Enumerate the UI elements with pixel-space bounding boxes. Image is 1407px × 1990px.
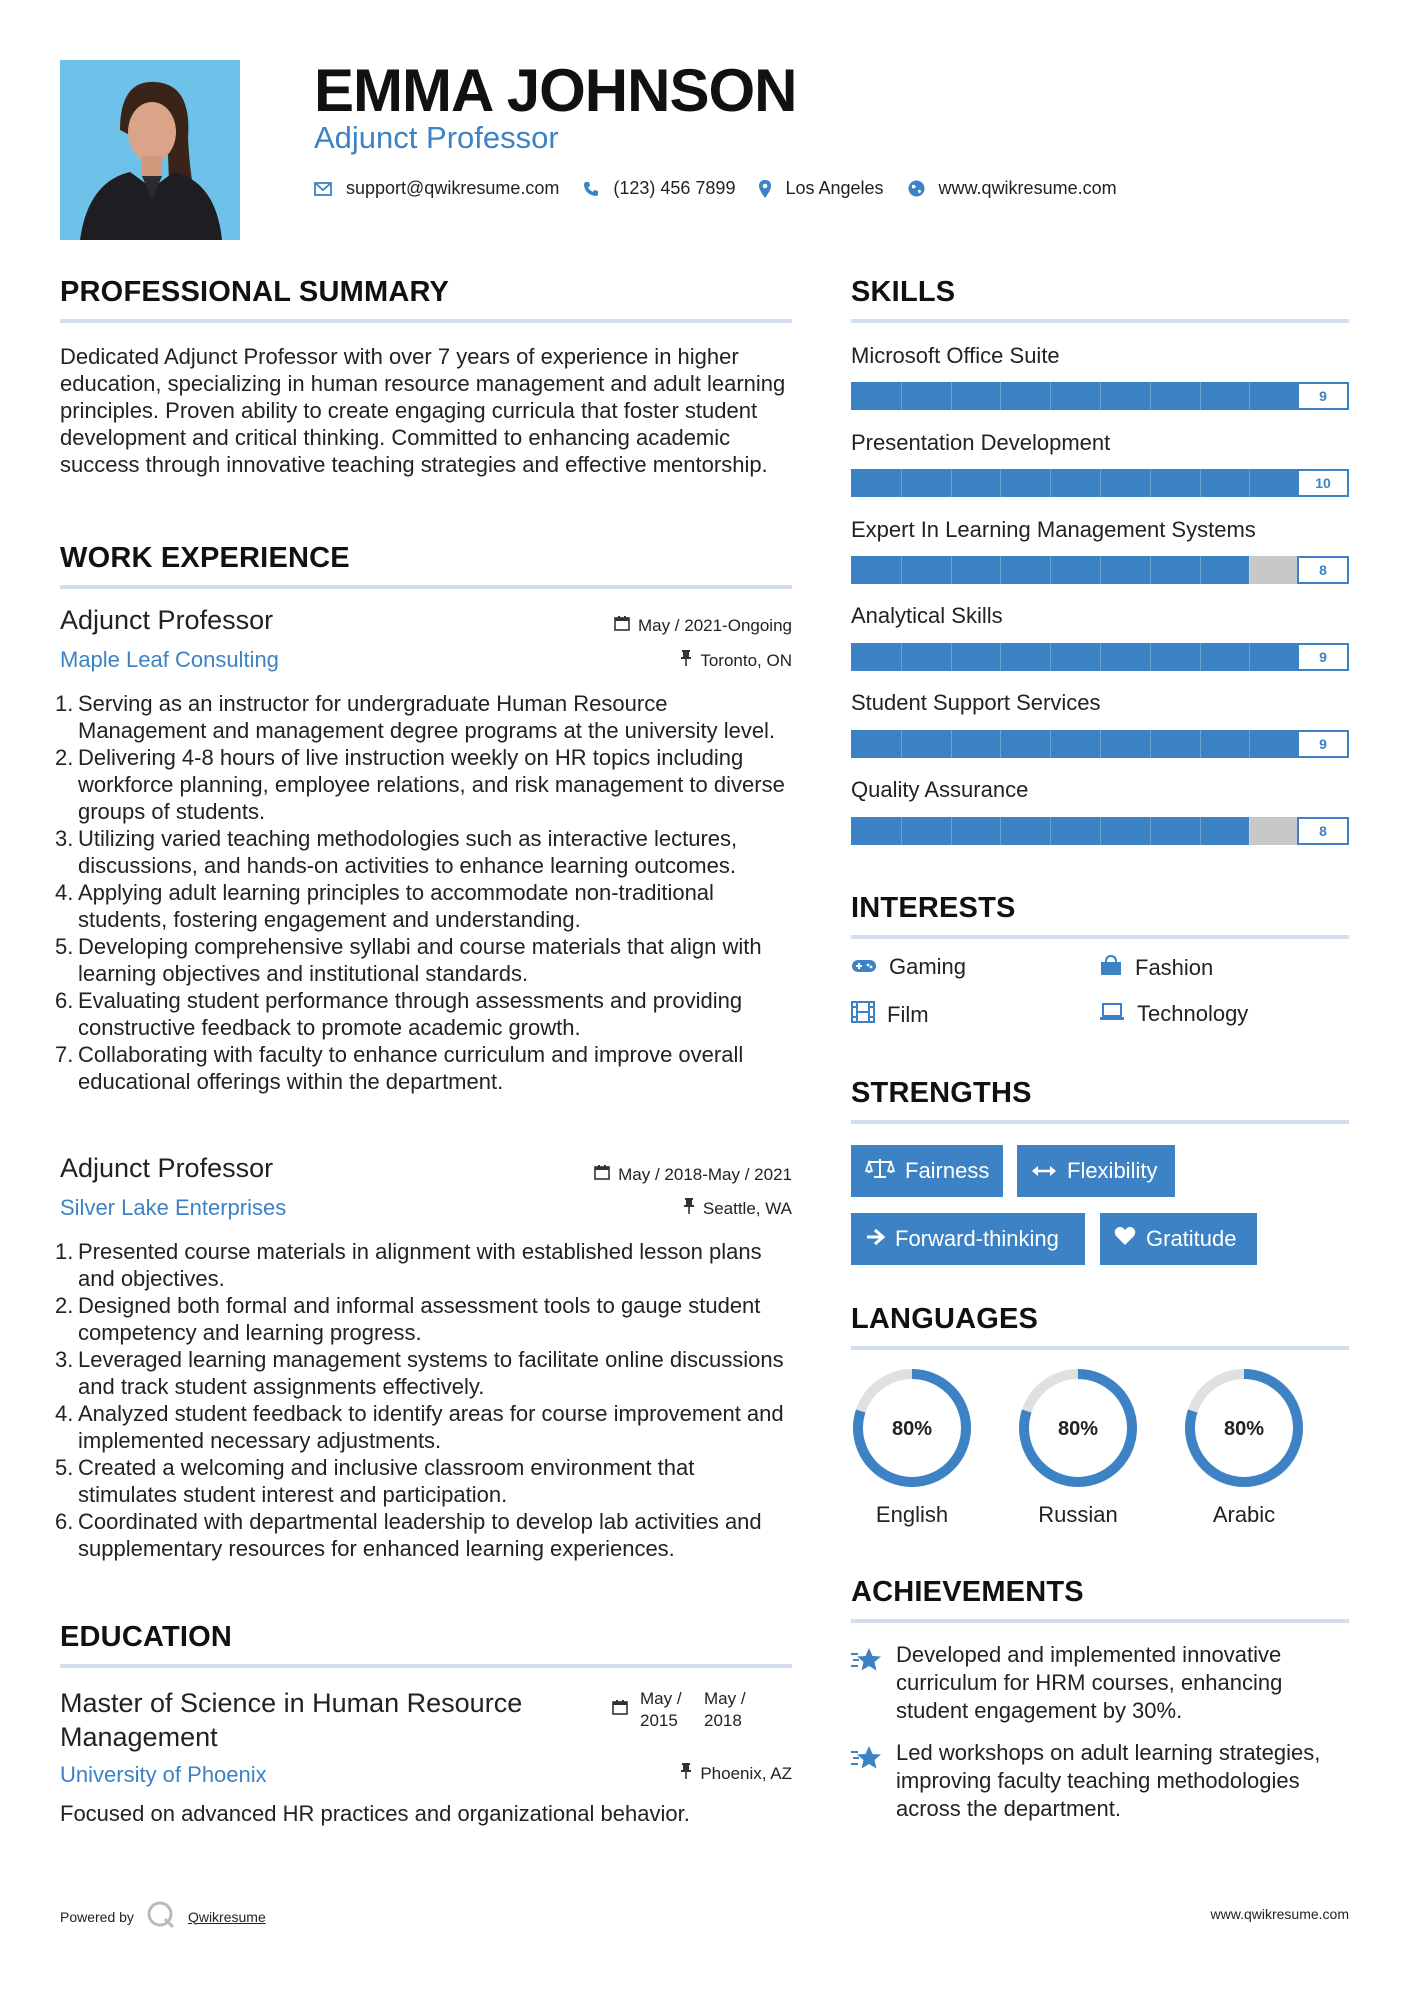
- skill-bar: [851, 643, 1349, 671]
- skill-label: Presentation Development: [851, 430, 1111, 455]
- achievement-text: Developed and implemented innovative curriculum for HRM courses, enhancing student engagement by 30%.: [896, 1642, 1283, 1723]
- skill-bar-tick: [1249, 469, 1250, 497]
- calendar-icon: [612, 1699, 628, 1721]
- job-location-text: Toronto, ON: [700, 650, 792, 670]
- list-item: 7. Collaborating with faculty to enhance curriculum and improve overall educational offerings within the department.: [55, 1042, 744, 1094]
- globe-icon: [908, 180, 925, 197]
- skill-bar-tick: [1150, 643, 1151, 671]
- strength-chip: [1017, 1145, 1175, 1197]
- skill-bar-tick: [1150, 817, 1151, 845]
- achievements-heading: ACHIEVEMENTS: [851, 1576, 1084, 1608]
- job-company: Maple Leaf Consulting: [60, 647, 279, 672]
- list-item: 2. Delivering 4-8 hours of live instruction weekly on HR topics including workforce planning, employee relations, and risk management to diverse groups of students.: [55, 745, 785, 824]
- list-item: 3. Leveraged learning management systems to facilitate online discussions and track student assignments effectively.: [55, 1347, 784, 1399]
- skill-bar-tick: [1000, 382, 1001, 410]
- strength-chip: [1100, 1213, 1257, 1265]
- language-label: English: [875, 1502, 949, 1527]
- skill-bar-tick: [901, 469, 902, 497]
- language-ring: [1016, 1366, 1140, 1490]
- list-item: 1. Presented course materials in alignment with established lesson plans and objectives.: [55, 1239, 762, 1291]
- skill-bar: [851, 382, 1349, 410]
- education-start: May / 2015: [640, 1689, 682, 1730]
- film-icon: [851, 1001, 875, 1029]
- phone-text: (123) 456 7899: [613, 178, 736, 198]
- profile-photo: [60, 60, 240, 240]
- degree-title: Master of Science in Human Resource Management: [60, 1688, 523, 1752]
- skill-bar-tick: [1100, 469, 1101, 497]
- achievement-text: Led workshops on adult learning strategies, improving faculty teaching methodologies across the department.: [896, 1740, 1321, 1821]
- strength-label: Forward-thinking: [895, 1226, 1059, 1251]
- skill-bar-fill: [851, 730, 1299, 758]
- contact-email[interactable]: [314, 178, 559, 199]
- skill-bar-tick: [1150, 556, 1151, 584]
- interest-label: Film: [887, 1002, 929, 1027]
- star-badge-icon: [850, 1744, 884, 1779]
- list-item: 4. Analyzed student feedback to identify areas for course improvement and implemented necessary adjustments.: [55, 1401, 784, 1453]
- summary-heading: PROFESSIONAL SUMMARY: [60, 276, 450, 308]
- skill-bar-tick: [1150, 382, 1151, 410]
- skill-bar-tick: [951, 469, 952, 497]
- skill-bar-tick: [1249, 817, 1250, 845]
- job-location-text: Seattle, WA: [702, 1198, 792, 1218]
- skill-label: Expert In Learning Management Systems: [851, 517, 1256, 542]
- skill-bar-tick: [1150, 469, 1151, 497]
- list-item: 5. Developing comprehensive syllabi and course materials that align with learning objectives and institutional standards.: [55, 934, 762, 986]
- skill-bar-tick: [1050, 817, 1051, 845]
- job-company: Silver Lake Enterprises: [60, 1195, 287, 1220]
- skill-bar-tick: [1000, 817, 1001, 845]
- phone-icon: [583, 181, 599, 197]
- footer-powered-by: [60, 1900, 266, 1933]
- interest-item: [1099, 954, 1213, 982]
- balance-scale-icon: [865, 1157, 895, 1185]
- education-heading: EDUCATION: [60, 1621, 233, 1653]
- job-responsibilities: [55, 1238, 792, 1562]
- strengths-heading: STRENGTHS: [851, 1077, 1032, 1109]
- calendar-icon: [614, 615, 630, 636]
- list-item: 6. Coordinated with departmental leadership to develop lab activities and supplementary resources for enhanced learning experiences.: [55, 1509, 762, 1561]
- list-item: 4. Applying adult learning principles to accommodate non-traditional students, fostering engagement and understanding.: [55, 880, 714, 932]
- interest-item: [851, 954, 966, 980]
- skills-heading: SKILLS: [851, 276, 956, 308]
- candidate-role: Adjunct Professor: [314, 120, 559, 155]
- job-dates-text: May / 2021-Ongoing: [637, 615, 792, 635]
- location-text: Los Angeles: [785, 178, 884, 198]
- skill-label: Quality Assurance: [851, 777, 1029, 802]
- job-title: Adjunct Professor: [60, 605, 274, 635]
- contact-location: [759, 178, 883, 199]
- strength-chip: [851, 1213, 1085, 1265]
- heart-icon: [1114, 1226, 1136, 1252]
- achievements-divider: [851, 1619, 1349, 1623]
- interest-item: [1099, 1001, 1248, 1027]
- skill-bar-tick: [1200, 643, 1201, 671]
- qwikresume-link[interactable]: Qwikresume: [187, 1908, 266, 1925]
- shopping-bag-icon: [1099, 954, 1123, 982]
- skill-bar-tick: [1200, 469, 1201, 497]
- skill-bar-fill: [851, 382, 1299, 410]
- skill-score: 9: [1297, 730, 1349, 758]
- skill-bar-tick: [1249, 643, 1250, 671]
- email-text: support@qwikresume.com: [346, 178, 560, 198]
- map-marker-icon: [759, 180, 771, 198]
- language-label: Arabic: [1212, 1502, 1276, 1527]
- skill-bar-tick: [1000, 643, 1001, 671]
- language-ring: [1182, 1366, 1306, 1490]
- qwikresume-logo-icon: [146, 1900, 176, 1933]
- education-divider: [60, 1664, 792, 1668]
- pushpin-icon: [680, 1763, 692, 1784]
- skill-score: 9: [1297, 643, 1349, 671]
- skill-bar-tick: [1100, 643, 1101, 671]
- strength-chip: [851, 1145, 1003, 1197]
- list-item: 2. Designed both formal and informal assessment tools to gauge student competency and learning progress.: [55, 1293, 761, 1345]
- skill-label: Student Support Services: [851, 690, 1101, 715]
- skill-bar: [851, 730, 1349, 758]
- skill-bar-tick: [1050, 730, 1051, 758]
- arrows-horizontal-icon: [1031, 1158, 1057, 1184]
- skill-bar-tick: [1000, 730, 1001, 758]
- list-item: 5. Created a welcoming and inclusive classroom environment that stimulates student interest and participation.: [55, 1455, 695, 1507]
- skill-bar: [851, 469, 1349, 497]
- job-dates-text: May / 2018-May / 2021: [618, 1164, 792, 1184]
- interest-label: Technology: [1137, 1001, 1249, 1026]
- interest-label: Gaming: [889, 954, 967, 979]
- job-responsibilities: [55, 690, 792, 1095]
- job-dates: [500, 615, 792, 636]
- skill-bar-tick: [951, 817, 952, 845]
- skill-bar-fill: [851, 643, 1299, 671]
- skill-bar-tick: [1249, 556, 1250, 584]
- skill-bar-tick: [1200, 556, 1201, 584]
- summary-text: Dedicated Adjunct Professor with over 7 years of experience in higher education, specializing in human resource management and adult learning principles. Proven ability to create engaging curricula that foster student development and critical thinking. Committed to enhancing academic success through innovative teaching strategies and effective mentorship.: [60, 344, 786, 477]
- education-dates: [612, 1688, 760, 1732]
- skills-divider: [851, 319, 1349, 323]
- strength-label: Gratitude: [1146, 1226, 1237, 1251]
- language-ring: [850, 1366, 974, 1490]
- skill-bar: [851, 817, 1349, 845]
- avatar: [60, 60, 240, 240]
- interests-heading: INTERESTS: [851, 892, 1016, 924]
- job-location: [500, 1198, 792, 1219]
- skill-score: 9: [1297, 382, 1349, 410]
- skill-bar-tick: [901, 382, 902, 410]
- language-percent: 80%: [1057, 1418, 1099, 1440]
- skill-bar-tick: [1050, 556, 1051, 584]
- contact-website[interactable]: [908, 178, 1117, 199]
- skill-bar-tick: [951, 730, 952, 758]
- skill-bar-tick: [1100, 556, 1101, 584]
- interests-divider: [851, 935, 1349, 939]
- skill-bar-tick: [1100, 730, 1101, 758]
- skill-bar-tick: [1000, 469, 1001, 497]
- school-name: University of Phoenix: [60, 1762, 267, 1787]
- skill-score: 8: [1297, 556, 1349, 584]
- skill-score: 10: [1297, 469, 1349, 497]
- pushpin-icon: [683, 1198, 695, 1219]
- skill-bar-tick: [1050, 469, 1051, 497]
- work-divider: [60, 585, 792, 589]
- skill-label: Microsoft Office Suite: [851, 343, 1060, 368]
- skill-bar: [851, 556, 1349, 584]
- skill-label: Analytical Skills: [851, 603, 1003, 628]
- footer-url[interactable]: www.qwikresume.com: [1210, 1906, 1349, 1922]
- interest-label: Fashion: [1135, 955, 1214, 980]
- gamepad-icon: [851, 954, 877, 980]
- skill-bar-tick: [1200, 817, 1201, 845]
- languages-heading: LANGUAGES: [851, 1303, 1039, 1335]
- strength-label: Flexibility: [1067, 1158, 1158, 1183]
- skill-bar-tick: [1100, 817, 1101, 845]
- skill-score: 8: [1297, 817, 1349, 845]
- job-dates: [500, 1164, 792, 1185]
- website-text: www.qwikresume.com: [938, 178, 1117, 198]
- envelope-icon: [314, 182, 332, 196]
- contact-bar: [314, 178, 1131, 199]
- skill-bar-tick: [951, 643, 952, 671]
- skill-bar-tick: [901, 817, 902, 845]
- arrow-right-icon: [865, 1226, 885, 1252]
- skill-bar-tick: [1100, 382, 1101, 410]
- strengths-divider: [851, 1120, 1349, 1124]
- contact-phone[interactable]: [583, 178, 735, 199]
- language-percent: 80%: [891, 1418, 933, 1440]
- skill-bar-tick: [901, 556, 902, 584]
- interest-item: [851, 1001, 929, 1029]
- pushpin-icon: [680, 650, 692, 671]
- skill-bar-tick: [951, 556, 952, 584]
- job-location: [500, 650, 792, 671]
- skill-bar-tick: [1050, 382, 1051, 410]
- candidate-name: EMMA JOHNSON: [314, 57, 797, 124]
- education-note: Focused on advanced HR practices and organizational behavior.: [60, 1801, 690, 1826]
- skill-bar-tick: [1050, 643, 1051, 671]
- calendar-icon: [594, 1164, 610, 1185]
- summary-divider: [60, 319, 792, 323]
- skill-bar-tick: [1249, 730, 1250, 758]
- education-location: [500, 1763, 792, 1784]
- skill-bar-tick: [1150, 730, 1151, 758]
- skill-bar-tick: [901, 643, 902, 671]
- star-badge-icon: [850, 1646, 884, 1681]
- skill-bar-tick: [901, 730, 902, 758]
- education-location-text: Phoenix, AZ: [700, 1763, 792, 1783]
- skill-bar-tick: [951, 382, 952, 410]
- job-title: Adjunct Professor: [60, 1153, 274, 1183]
- list-item: 1. Serving as an instructor for undergraduate Human Resource Management and management degree programs at the university level.: [55, 691, 776, 743]
- skill-bar-tick: [1200, 730, 1201, 758]
- laptop-icon: [1099, 1001, 1125, 1027]
- language-label: Russian: [1038, 1502, 1118, 1527]
- powered-by-label: Powered by: [60, 1908, 134, 1925]
- education-end: May / 2018: [704, 1689, 746, 1730]
- skill-bar-tick: [1000, 556, 1001, 584]
- strength-label: Fairness: [905, 1158, 990, 1183]
- skill-bar-tick: [1200, 382, 1201, 410]
- list-item: 6. Evaluating student performance through assessments and providing constructive feedback to promote academic growth.: [55, 988, 743, 1040]
- list-item: 3. Utilizing varied teaching methodologies such as interactive lectures, discussions, and hands-on activities to enhance learning outcomes.: [55, 826, 738, 878]
- skill-bar-tick: [1249, 382, 1250, 410]
- work-heading: WORK EXPERIENCE: [60, 542, 350, 574]
- language-percent: 80%: [1223, 1418, 1265, 1440]
- languages-divider: [851, 1346, 1349, 1350]
